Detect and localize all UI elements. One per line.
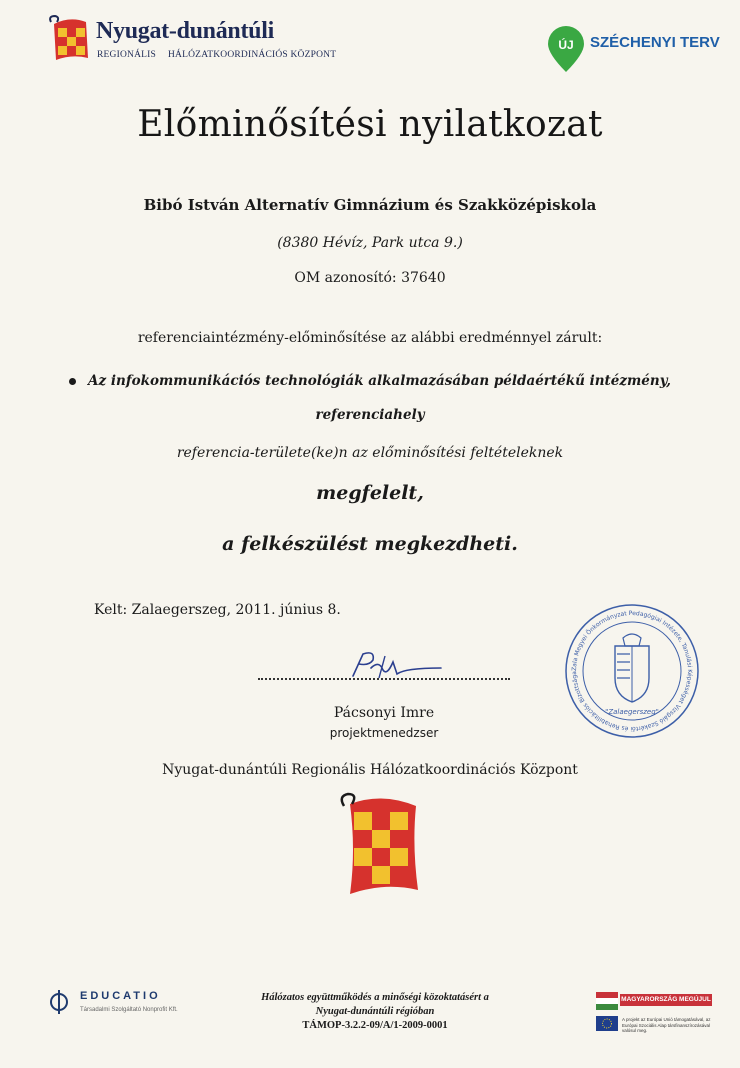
issuing-organization: Nyugat-dunántúli Regionális Hálózatkoordinációs Központ bbox=[162, 762, 578, 778]
educatio-subtitle: Társadalmi Szolgáltató Nonprofit Kft. bbox=[80, 1007, 178, 1013]
magyarorszag-megujul-label: MAGYARORSZÁG MEGÚJUL bbox=[620, 994, 712, 1006]
school-address: (8380 Hévíz, Park utca 9.) bbox=[277, 235, 463, 251]
signer-role: projektmenedzser bbox=[329, 726, 439, 740]
educatio-name: EDUCATIO bbox=[80, 990, 161, 1002]
org-subtitle-right: HÁLÓZATKOORDINÁCIÓS KÖZPONT bbox=[168, 50, 337, 60]
szechenyi-text: SZÉCHENYI TERV bbox=[590, 34, 720, 51]
org-subtitle bbox=[97, 50, 348, 60]
footer-line-1: Hálózatos együttműködés a minőségi közoktatásért a bbox=[261, 992, 489, 1003]
hungary-flag-icon bbox=[596, 992, 618, 1010]
footer-line-2: Nyugat-dunántúli régióban bbox=[315, 1006, 435, 1017]
regional-center-logo-icon bbox=[48, 14, 92, 64]
szechenyi-badge: ÚJ bbox=[558, 38, 574, 52]
result-intro: referenciaintézmény-előminősítése az alábbi eredménnyel zárult: bbox=[137, 330, 603, 346]
signer-name: Pácsonyi Imre bbox=[333, 705, 435, 721]
eu-flag-icon bbox=[596, 1016, 618, 1031]
school-name: Bibó István Alternatív Gimnázium és Szakközépiskola bbox=[143, 196, 597, 214]
educatio-logo-icon bbox=[48, 988, 70, 1016]
footer-project-code: TÁMOP-3.2.2-09/A/1-2009-0001 bbox=[302, 1020, 448, 1031]
bullet-icon bbox=[69, 378, 76, 385]
official-stamp bbox=[563, 602, 701, 740]
verdict-line-1: megfelelt, bbox=[316, 482, 424, 504]
reference-area-text: referencia-területe(ke)n az előminősítési feltételeknek bbox=[176, 445, 564, 461]
stamp-city: "Zalaegerszeg" bbox=[605, 708, 659, 716]
signature-line bbox=[258, 678, 510, 680]
bullet-text-1: Az infokommunikációs technológiák alkalmazásában példaértékű intézmény, bbox=[88, 373, 671, 389]
bullet-line-2: referenciahely bbox=[315, 407, 425, 423]
eu-funding-text: A projekt az Európai Unió támogatásával, az Európai Szociális Alap társfinanszírozásával valósul meg. bbox=[622, 1017, 711, 1033]
signature bbox=[345, 648, 445, 682]
verdict-line-2: a felkészülést megkezdheti. bbox=[222, 533, 518, 555]
org-title: Nyugat-dunántúli bbox=[96, 18, 274, 44]
regional-center-large-logo-icon bbox=[336, 790, 426, 898]
bullet-line-1 bbox=[0, 373, 740, 389]
date-line: Kelt: Zalaegerszeg, 2011. június 8. bbox=[94, 602, 341, 618]
org-subtitle-left: REGIONÁLIS bbox=[97, 50, 156, 60]
stamp-text: Zala Megyei Önkormányzat Pedagógiai Intézete, Tanulási Képességet Vizsgáló Szakértői és Rehabilitációs Bizottsága bbox=[570, 609, 694, 733]
om-identifier: OM azonosító: 37640 bbox=[294, 270, 446, 286]
document-title: Előminősítési nyilatkozat bbox=[137, 104, 603, 145]
szechenyi-pin-icon bbox=[545, 24, 587, 74]
